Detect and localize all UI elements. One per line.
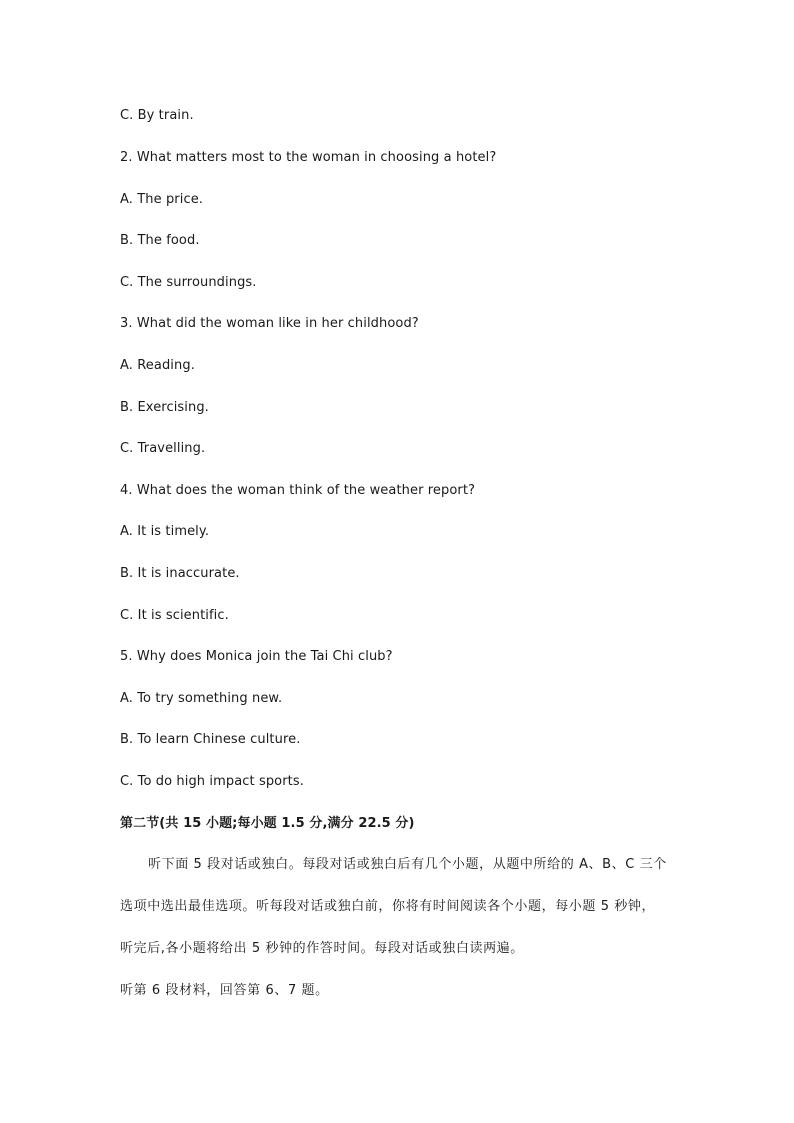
option-b-q2: B. The food.: [120, 233, 200, 248]
option-c-q5: C. To do high impact sports.: [120, 774, 304, 789]
option-b-q3: B. Exercising.: [120, 400, 209, 415]
question-2: 2. What matters most to the woman in choosing a hotel?: [120, 150, 497, 165]
option-c-q2: C. The surroundings.: [120, 275, 257, 290]
option-b-q5: B. To learn Chinese culture.: [120, 732, 301, 747]
instruction-line-3: 听完后,各小题将给出 5 秒钟的作答时间。每段对话或独白读两遍。: [120, 941, 524, 956]
material-note: 听第 6 段材料，回答第 6、7 题。: [120, 983, 329, 998]
instruction-line-1: 听下面 5 段对话或独白。每段对话或独白后有几个小题，从题中所给的 A、B、C 三个: [148, 857, 667, 872]
option-c-q1: C. By train.: [120, 108, 194, 123]
option-a-q2: A. The price.: [120, 192, 204, 207]
instruction-line-2: 选项中选出最佳选项。听每段对话或独白前，你将有时间阅读各个小题，每小题 5 秒钟，: [120, 899, 656, 914]
option-c-q4: C. It is scientific.: [120, 608, 229, 623]
option-a-q5: A. To try something new.: [120, 691, 283, 706]
question-3: 3. What did the woman like in her childhood?: [120, 316, 419, 331]
option-c-q3: C. Travelling.: [120, 441, 206, 456]
option-b-q4: B. It is inaccurate.: [120, 566, 240, 581]
option-a-q4: A. It is timely.: [120, 524, 210, 539]
question-5: 5. Why does Monica join the Tai Chi club?: [120, 649, 393, 664]
option-a-q3: A. Reading.: [120, 358, 195, 373]
section-heading: 第二节(共 15 小题;每小题 1.5 分,满分 22.5 分): [120, 816, 415, 831]
question-4: 4. What does the woman think of the weather report?: [120, 483, 476, 498]
